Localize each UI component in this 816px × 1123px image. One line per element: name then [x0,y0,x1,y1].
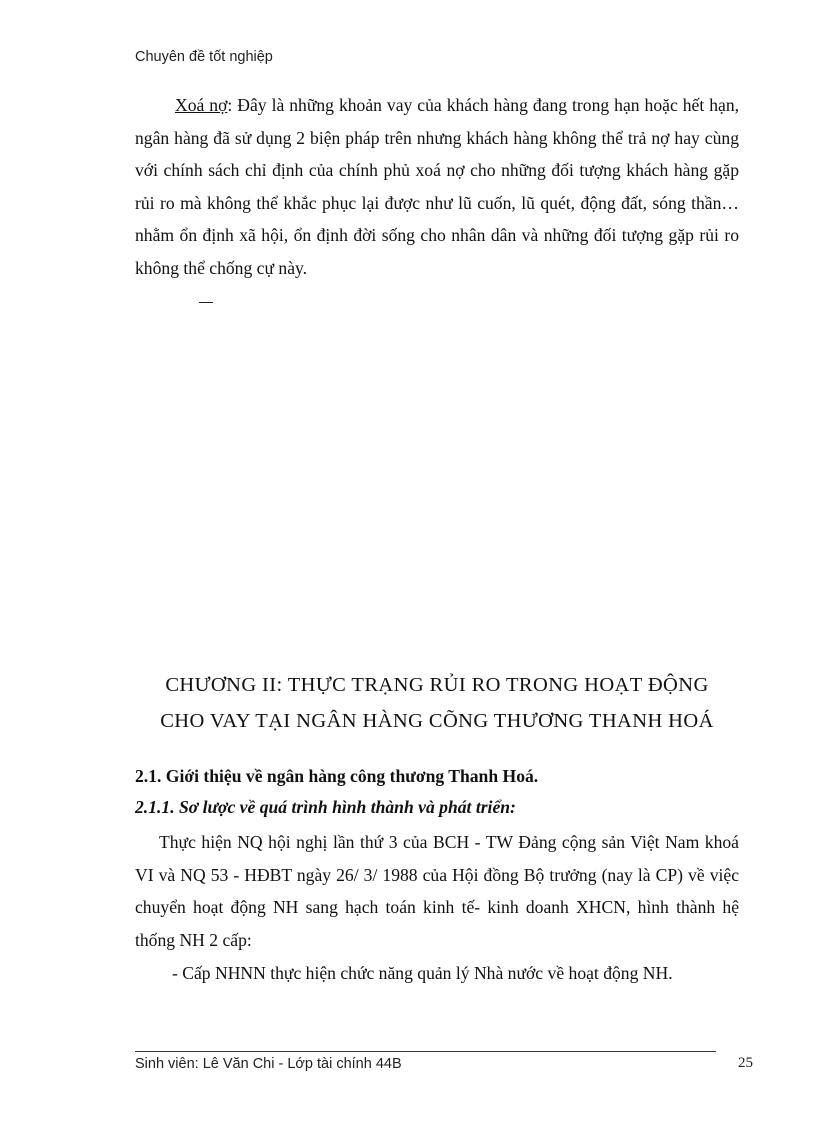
footer-rule [135,1051,716,1052]
chapter-title-line-1: CHƯƠNG II: THỰC TRẠNG RỦI RO TRONG HOẠT ĐỘNG [165,674,709,696]
page-number: 25 [738,1055,753,1071]
section-heading-2-1-1: 2.1.1. Sơ lược về quá trình hình thành và phát triển: [135,797,516,817]
bullet-item-nhnn: - Cấp NHNN thực hiện chức năng quản lý Nhà nước về hoạt động NH. [172,963,673,983]
chapter-title-line-2: CHO VAY TẠI NGÂN HÀNG CÕNG THƯƠNG THANH HOÁ [160,710,714,732]
section-heading-2-1: 2.1. Giới thiệu về ngân hàng công thương Thanh Hoá. [135,766,539,786]
page-footer: Sinh viên: Lê Văn Chi - Lớp tài chính 44B [135,1056,402,1072]
dash-mark [199,302,213,303]
paragraph-history: Thực hiện NQ hội nghị lần thứ 3 của BCH - TW Đảng cộng sản Việt Nam khoá VI và NQ 53 - HĐBT ngày 26/ 3/ 1988 của Hội đồng Bộ trưởng (nay là CP) về việc chuyển hoạt động NH sang hạch toán kinh tế- kinh doanh XHCN, hình thành hệ thống NH 2 cấp: [135,832,739,950]
paragraph-debt-writeoff-text: : Đây là những khoản vay của khách hàng đang trong hạn hoặc hết hạn, ngân hàng đã sử dụng 2 biện pháp trên nhưng khách hàng không thể trả nợ hay cùng với chính sách chỉ định của chính phủ xoá nợ cho những đối tượng khách hàng gặp rủi ro mà không thể khắc phục lại được như lũ cuốn, lũ quét, động đất, sóng thần… nhằm ổn định xã hội, ổn định đời sống cho nhân dân và những đối tượng gặp rủi ro không thể chống cự này. [135,95,740,278]
term-xoa-no: Xoá nợ [175,95,228,115]
page-header: Chuyên đề tốt nghiệp [135,49,273,65]
paragraph-debt-writeoff [135,89,739,284]
